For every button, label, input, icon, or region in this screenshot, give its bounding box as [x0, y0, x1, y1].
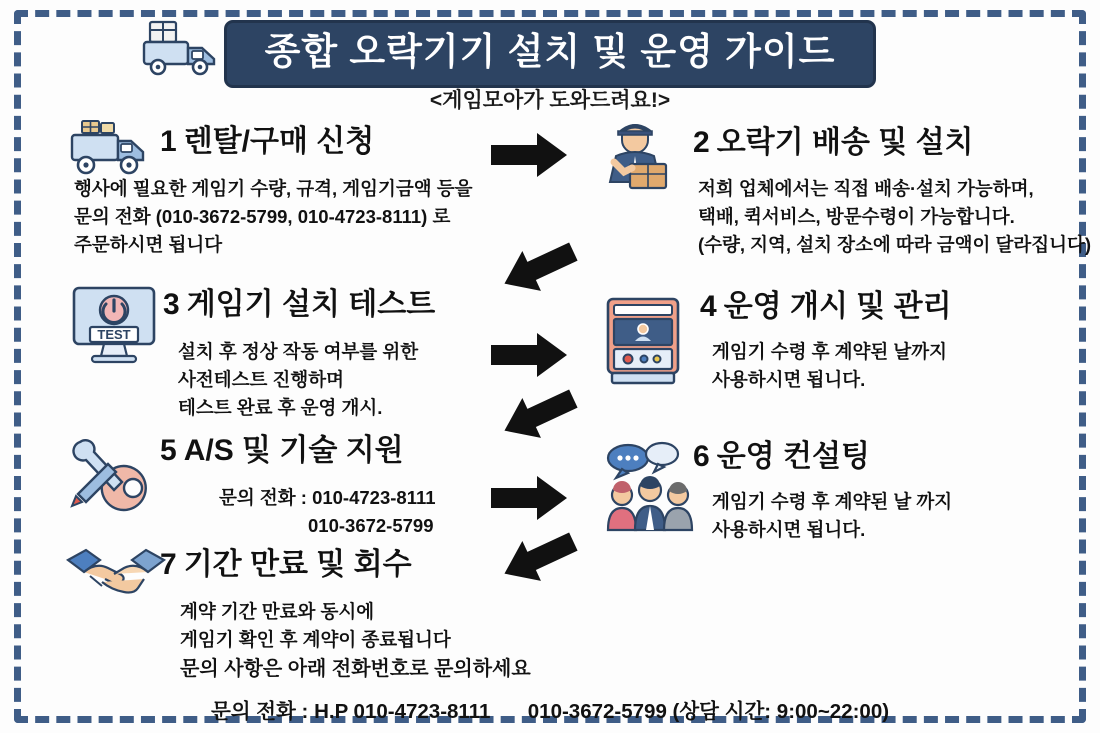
handshake-icon	[66, 542, 166, 609]
step-7	[160, 548, 412, 581]
step-2-heading	[693, 126, 974, 159]
arrow-step2-to-step3	[495, 238, 581, 298]
step-6-line-1: 게임기 수령 후 계약된 날 까지	[712, 491, 953, 512]
title-container	[0, 20, 1100, 88]
step-5-heading	[160, 434, 404, 467]
step-7-title: 기간 만료 및 회수	[183, 548, 412, 581]
step-4-title: 운영 개시 및 관리	[723, 290, 952, 323]
step-3-line-1: 설치 후 정상 작동 여부를 위한	[178, 341, 419, 362]
arrow-step3-to-step4	[487, 325, 573, 385]
step-2-title: 오락기 배송 및 설치	[716, 126, 974, 159]
step-1-line-3: 주문하시면 됩니다	[74, 234, 223, 256]
arrow-step4-to-step5	[495, 385, 581, 445]
step-7-heading	[160, 548, 412, 581]
step-4-heading	[700, 290, 952, 323]
step-6-heading	[693, 440, 870, 473]
svg-text:TEST: TEST	[97, 327, 131, 342]
arrow-step1-to-step2	[487, 125, 573, 185]
consulting-people-icon	[600, 440, 700, 537]
step-1	[160, 125, 374, 158]
step-5	[160, 434, 404, 467]
page-title: 종합 오락기기 설치 및 운영 가이드	[224, 20, 877, 88]
step-6	[693, 440, 870, 473]
step-3-line-2: 사전테스트 진행하며	[178, 369, 344, 391]
page-subtitle: <게임모아가 도와드려요!>	[429, 89, 671, 112]
step-7-line-3: 문의 사항은 아래 전화번호로 문의하세요	[180, 658, 531, 681]
step-3-body	[178, 338, 418, 422]
arrow-step5-to-step6	[487, 468, 573, 528]
step-2-line-1: 저희 업체에서는 직접 배송·설치 가능하며,	[698, 178, 1034, 199]
step-6-line-2: 사용하시면 됩니다.	[712, 519, 866, 541]
step-2-body	[698, 175, 1091, 259]
step-1-line-2: 문의 전화 (010-3672-5799, 010-4723-8111) 로	[74, 206, 451, 228]
step-5-number: 5	[160, 434, 177, 467]
footer-phone-secondary: 010-3672-5799 (상담 시간: 9:00~22:00)	[527, 700, 890, 723]
step-6-title: 운영 컨설팅	[716, 440, 870, 473]
step-1-heading	[160, 125, 374, 158]
step-5-line-2: 010-3672-5799	[308, 515, 434, 537]
step-5-title: A/S 및 기술 지원	[183, 434, 404, 467]
step-7-number: 7	[160, 548, 177, 581]
step-6-number: 6	[693, 440, 710, 473]
arcade-machine-icon	[600, 295, 686, 392]
test-monitor-icon	[68, 282, 160, 373]
step-2-line-2: 택배, 퀵서비스, 방문수령이 가능합니다.	[698, 206, 1015, 228]
step-4-body	[712, 338, 947, 394]
step-3-title: 게임기 설치 테스트	[186, 288, 436, 321]
step-1-title: 렌탈/구매 신청	[183, 125, 375, 158]
step-1-body	[74, 175, 473, 259]
step-2-number: 2	[693, 126, 710, 159]
step-3	[163, 288, 435, 321]
arrow-step6-to-step7	[495, 528, 581, 588]
footer-contact	[0, 694, 1100, 724]
step-3-number: 3	[163, 288, 180, 321]
step-7-body	[180, 598, 531, 685]
step-4-line-2: 사용하시면 됩니다.	[712, 369, 866, 391]
step-3-line-3: 테스트 완료 후 운영 개시.	[178, 397, 383, 419]
delivery-person-icon	[600, 122, 686, 201]
step-7-line-2: 게임기 확인 후 계약이 종료됩니다	[180, 629, 451, 651]
step-4-number: 4	[700, 290, 717, 323]
step-4-line-1: 게임기 수령 후 계약된 날까지	[712, 341, 948, 362]
step-3-heading	[163, 288, 435, 321]
step-7-line-1: 계약 기간 만료와 동시에	[180, 601, 375, 622]
step-1-line-1: 행사에 필요한 게임기 수량, 규격, 게임기금액 등을	[74, 178, 473, 199]
step-2-line-3: (수량, 지역, 설치 장소에 따라 금액이 달라집니다)	[698, 234, 1091, 256]
step-5-body	[219, 484, 436, 540]
step-2	[693, 126, 974, 159]
step-1-number: 1	[160, 125, 177, 158]
step-4	[700, 290, 952, 323]
wrench-gear-icon	[66, 432, 162, 521]
footer-phone-primary: 문의 전화 : H.P 010-4723-8111	[210, 700, 491, 723]
step-5-line-1: 문의 전화 : 010-4723-8111	[219, 487, 436, 508]
step-6-body	[712, 488, 952, 544]
